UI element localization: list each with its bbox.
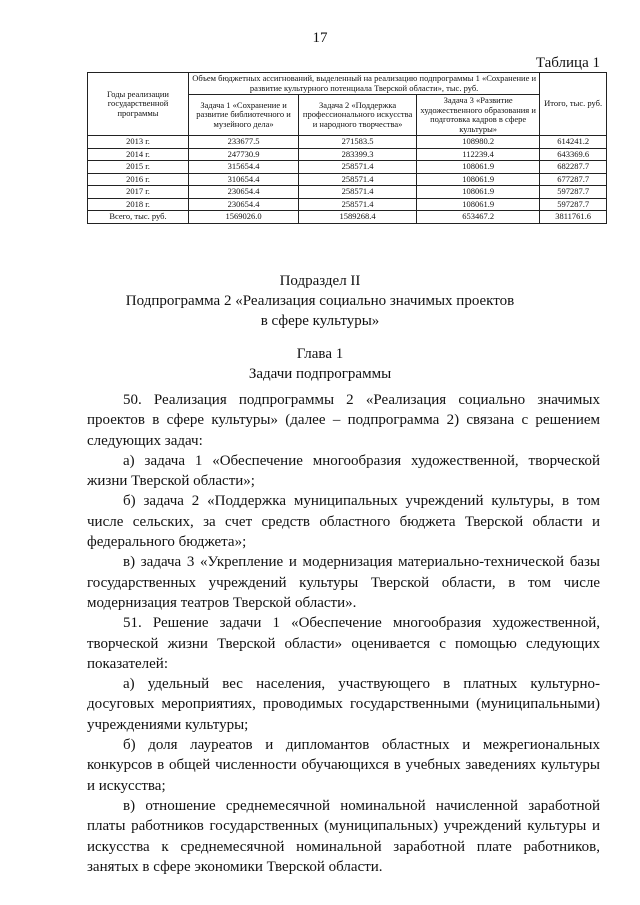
paragraph: 50. Реализация подпрограммы 2 «Реализация социально значимых проектов в сфере культуры» (далее – подпрограмма 2) связана с решением следующих задач: <box>87 392 600 449</box>
cell-total: 643369.6 <box>540 148 607 161</box>
header-task1: Задача 1 «Сохранение и развитие библиотечного и музейного дела» <box>188 95 298 136</box>
table-total-row <box>88 211 607 224</box>
table-row <box>88 148 607 161</box>
row-year: 2016 г. <box>88 173 189 186</box>
cell-task1: 230654.4 <box>188 186 298 199</box>
cell-task3: 653467.2 <box>417 211 540 224</box>
cell-task3: 108980.2 <box>417 136 540 149</box>
paragraph: а) задача 1 «Обеспечение многообразия художественной, творческой жизни Тверской области»; <box>87 452 600 490</box>
cell-task3: 112239.4 <box>417 148 540 161</box>
cell-task3: 108061.9 <box>417 186 540 199</box>
subsection-title-line1: Подпрограмма 2 «Реализация социально значимых проектов <box>125 293 515 309</box>
cell-task1: 247730.9 <box>188 148 298 161</box>
paragraph: 51. Решение задачи 1 «Обеспечение многообразия художественной, творческой жизни Тверской области» оценивается с помощью следующих показателей: <box>87 615 600 672</box>
table-row <box>88 173 607 186</box>
cell-total: 614241.2 <box>540 136 607 149</box>
budget-table <box>87 72 607 224</box>
paragraph: а) удельный вес населения, участвующего в платных культурно-досуговых мероприятиях, проводимых государственными (муниципальными) учреждениями культуры; <box>87 676 600 733</box>
cell-total: 597287.7 <box>540 186 607 199</box>
cell-total: 597287.7 <box>540 198 607 211</box>
row-year: 2015 г. <box>88 161 189 174</box>
subsection-title-line2: в сфере культуры» <box>260 313 380 329</box>
body-text <box>87 390 600 877</box>
page-number: 17 <box>312 30 328 46</box>
cell-task1: 315654.4 <box>188 161 298 174</box>
row-year: 2013 г. <box>88 136 189 149</box>
table-row <box>88 186 607 199</box>
cell-total: 3811761.6 <box>540 211 607 224</box>
cell-task3: 108061.9 <box>417 198 540 211</box>
table-row <box>88 161 607 174</box>
cell-task2: 258571.4 <box>299 198 417 211</box>
header-total: Итого, тыс. руб. <box>540 73 607 136</box>
cell-task1: 233677.5 <box>188 136 298 149</box>
paragraph: в) задача 3 «Укрепление и модернизация материально-технической базы государственных учреждений культуры Тверской области, в том числе модернизация театров Тверской области». <box>87 554 600 611</box>
row-year: 2018 г. <box>88 198 189 211</box>
table-header-row <box>88 73 607 95</box>
header-task2: Задача 2 «Поддержка профессионального искусства и народного творчества» <box>299 95 417 136</box>
cell-task1: 1569026.0 <box>188 211 298 224</box>
row-year: 2017 г. <box>88 186 189 199</box>
chapter-title: Задачи подпрограммы <box>248 366 392 382</box>
paragraph: в) отношение среднемесячной номинальной начисленной заработной платы работников государственных (муниципальных) учреждений культуры и искусства к среднемесячной номинальной заработной плате работников, занятых в сфере экономики Тверской области. <box>87 797 600 875</box>
subsection-label: Подраздел II <box>279 273 361 289</box>
cell-task2: 1589268.4 <box>299 211 417 224</box>
header-years: Годы реализации государственной программы <box>88 73 189 136</box>
table-row <box>88 198 607 211</box>
row-year: 2014 г. <box>88 148 189 161</box>
cell-total: 682287.7 <box>540 161 607 174</box>
table-caption: Таблица 1 <box>535 55 600 71</box>
header-task3: Задача 3 «Развитие художественного образования и подготовка кадров в сфере культуры» <box>417 95 540 136</box>
chapter-label: Глава 1 <box>296 346 344 362</box>
cell-task2: 258571.4 <box>299 186 417 199</box>
cell-task3: 108061.9 <box>417 173 540 186</box>
cell-task1: 230654.4 <box>188 198 298 211</box>
paragraph: б) доля лауреатов и дипломантов областных и межрегиональных конкурсов в общей численности обучающихся в учебных заведениях культуры и искусства; <box>87 737 600 794</box>
cell-task2: 258571.4 <box>299 161 417 174</box>
table-row <box>88 136 607 149</box>
paragraph: б) задача 2 «Поддержка муниципальных учреждений культуры, в том числе сельских, за счет средств областного бюджета Тверской области и федерального бюджета»; <box>87 493 600 551</box>
header-volume: Объем бюджетных ассигнований, выделенный на реализацию подпрограммы 1 «Сохранение и развитие культурного потенциала Тверской области», тыс. руб. <box>188 73 539 95</box>
cell-total: 677287.7 <box>540 173 607 186</box>
cell-task2: 271583.5 <box>299 136 417 149</box>
cell-task1: 310654.4 <box>188 173 298 186</box>
cell-task3: 108061.9 <box>417 161 540 174</box>
cell-task2: 258571.4 <box>299 173 417 186</box>
cell-task2: 283399.3 <box>299 148 417 161</box>
row-year: Всего, тыс. руб. <box>88 211 189 224</box>
